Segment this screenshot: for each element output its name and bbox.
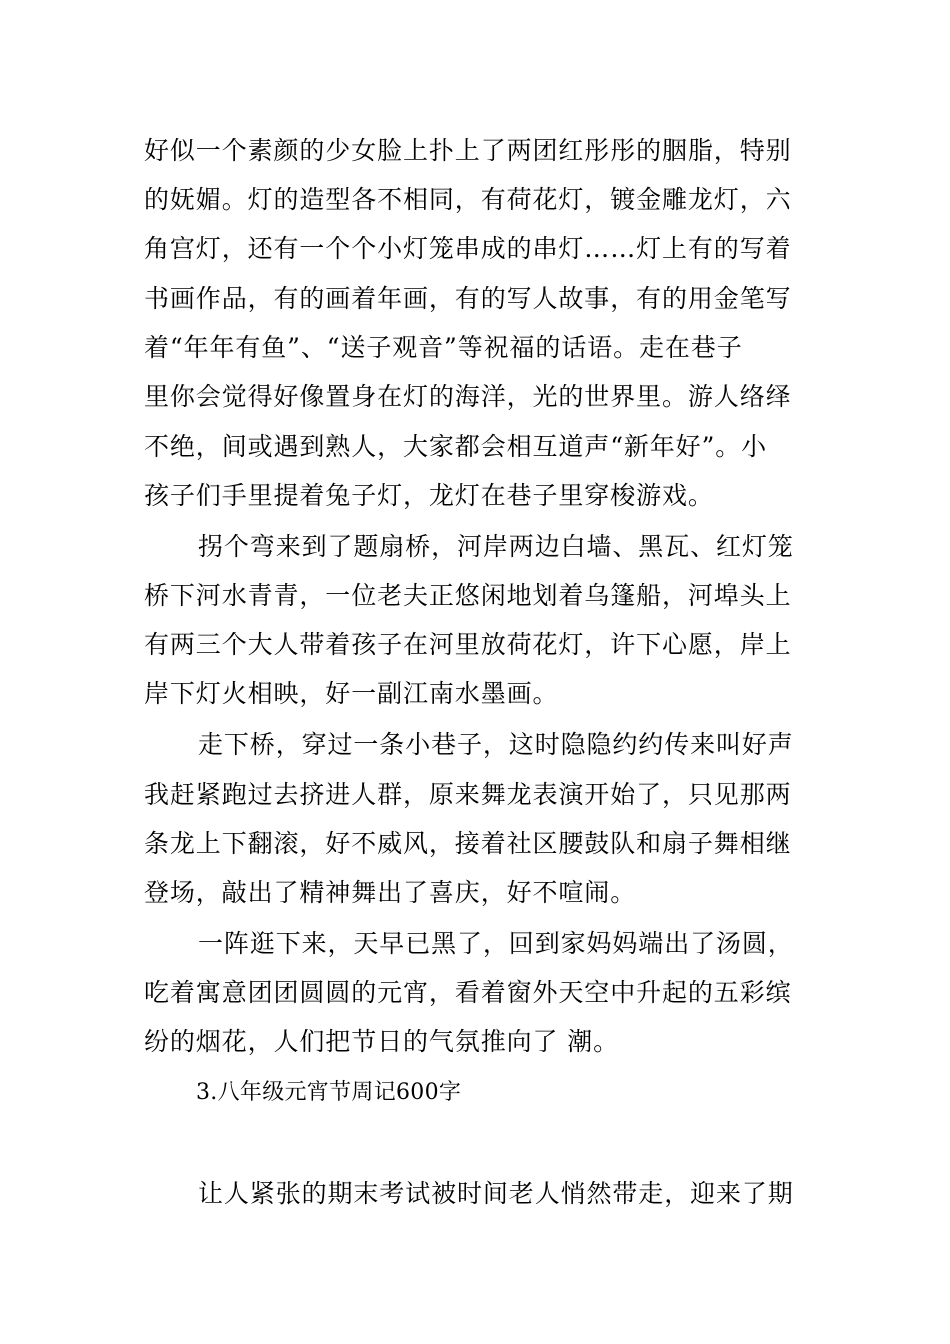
paragraph-4-line-2: 吃着寓意团团圆圆的元宵，看着窗外天空中升起的五彩缤 (144, 978, 792, 1007)
paragraph-2-line-2: 桥下河水青青，一位老夫正悠闲地划着乌篷船，河埠头上 (144, 581, 792, 610)
paragraph-1-line-7: 不绝，间或遇到熟人，大家都会相互道声“新年好”。小 (144, 432, 768, 461)
paragraph-1-line-1: 好似一个素颜的少女脸上扑上了两团红彤彤的胭脂，特别 (144, 136, 792, 165)
paragraph-1-line-2: 的妩媚。灯的造型各不相同，有荷花灯，镀金雕龙灯，六 (144, 185, 792, 214)
paragraph-3-line-2: 我赶紧跑过去挤进人群，原来舞龙表演开始了，只见那两 (144, 780, 792, 809)
final-paragraph-line-1: 让人紧张的期末考试被时间老人悄然带走，迎来了期 (198, 1179, 794, 1208)
paragraph-1-line-8: 孩子们手里提着兔子灯，龙灯在巷子里穿梭游戏。 (144, 481, 714, 510)
section-heading: 3.八年级元宵节周记600字 (196, 1080, 462, 1105)
paragraph-1-line-3: 角宫灯，还有一个个小灯笼串成的串灯……灯上有的写着 (144, 234, 792, 263)
paragraph-3-line-3: 条龙上下翻滚，好不威风，接着社区腰鼓队和扇子舞相继 (144, 829, 792, 858)
paragraph-1-line-5: 着“年年有鱼”、“送子观音”等祝福的话语。走在巷子 (144, 333, 743, 362)
paragraph-2-line-1: 拐个弯来到了题扇桥，河岸两边白墙、黑瓦、红灯笼 (198, 532, 794, 561)
paragraph-3-line-4: 登场，敲出了精神舞出了喜庆，好不喧闹。 (144, 878, 637, 907)
paragraph-3-line-1: 走下桥，穿过一条小巷子，这时隐隐约约传来叫好声 (198, 730, 794, 759)
paragraph-2-line-3: 有两三个大人带着孩子在河里放荷花灯，许下心愿，岸上 (144, 630, 792, 659)
paragraph-1-line-4: 书画作品，有的画着年画，有的写人故事，有的用金笔写 (144, 284, 792, 313)
paragraph-1-line-6: 里你会觉得好像置身在灯的海洋，光的世界里。游人络绎 (144, 382, 792, 411)
paragraph-4-line-3: 纷的烟花，人们把节日的气氛推向了 潮。 (144, 1027, 620, 1056)
paragraph-4-line-1: 一阵逛下来，天早已黑了，回到家妈妈端出了汤圆， (198, 929, 794, 958)
paragraph-2-line-4: 岸下灯火相映，好一副江南水墨画。 (144, 679, 559, 708)
